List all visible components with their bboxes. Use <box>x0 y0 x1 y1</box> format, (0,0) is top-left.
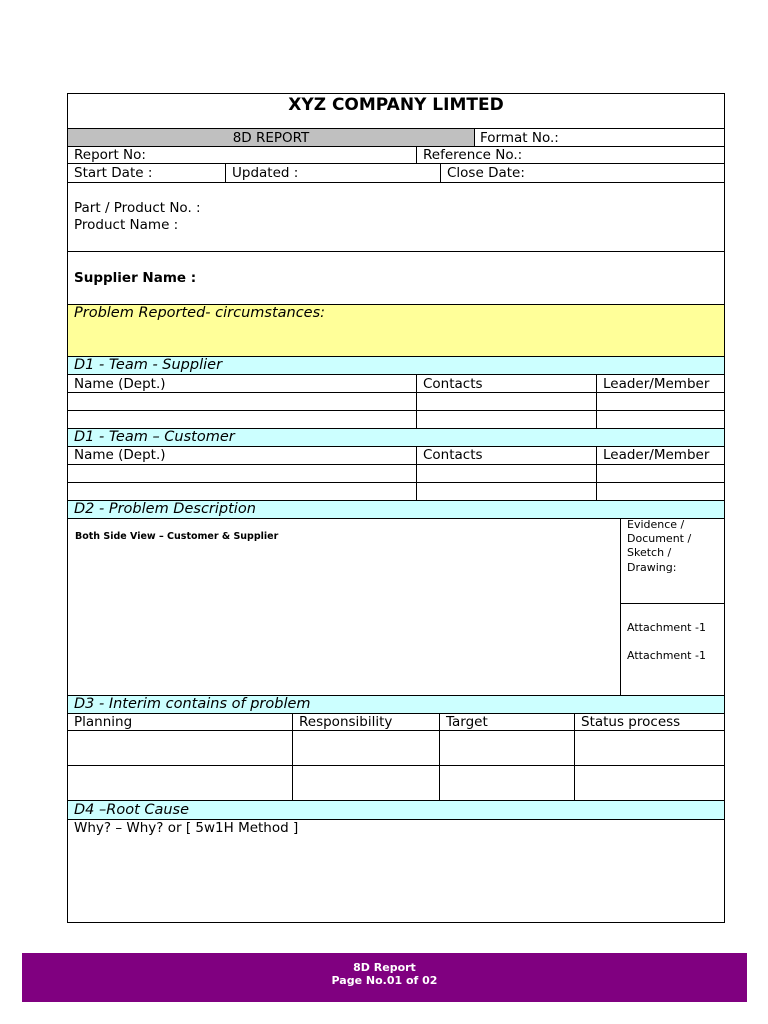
supplier-name-label: Supplier Name : <box>74 270 197 286</box>
rule <box>67 146 725 147</box>
d2-evidence-line-3: Sketch / <box>627 546 672 559</box>
close-date-label: Close Date: <box>447 165 525 181</box>
problem-reported-heading: Problem Reported- circumstances: <box>74 305 326 321</box>
d3-heading: D3 - Interim contains of problem <box>74 696 311 712</box>
d1-supplier-heading: D1 - Team - Supplier <box>74 357 223 373</box>
page-footer <box>22 953 747 1002</box>
d1-customer-col-contacts: Contacts <box>423 447 483 463</box>
rule <box>596 374 597 428</box>
format-no-label: Format No.: <box>480 130 559 146</box>
updated-label: Updated : <box>232 165 299 181</box>
d2-body-text: Both Side View – Customer & Supplier <box>75 531 279 542</box>
rule <box>67 410 725 411</box>
part-product-no-label: Part / Product No. : <box>74 200 201 216</box>
rule <box>596 446 597 500</box>
product-name-label: Product Name : <box>74 217 179 233</box>
d1-supplier-col-contacts: Contacts <box>423 376 483 392</box>
d1-customer-heading: D1 - Team – Customer <box>74 429 235 445</box>
rule <box>440 163 441 182</box>
rule <box>439 713 440 800</box>
start-date-label: Start Date : <box>74 165 153 181</box>
d4-heading: D4 –Root Cause <box>74 802 190 818</box>
report-no-label: Report No: <box>74 147 146 163</box>
rule <box>67 128 725 129</box>
rule <box>416 446 417 500</box>
d3-col-status: Status process <box>581 714 681 730</box>
d2-evidence-line-2: Document / <box>627 532 692 545</box>
d3-col-responsibility: Responsibility <box>299 714 393 730</box>
d3-col-target: Target <box>446 714 488 730</box>
d1-customer-col-role: Leader/Member <box>603 447 710 463</box>
rule <box>620 603 725 604</box>
d3-col-planning: Planning <box>74 714 133 730</box>
rule <box>67 163 725 164</box>
d2-attachment-1: Attachment -1 <box>627 621 706 634</box>
footer-report-title: 8D Report <box>353 961 416 974</box>
rule <box>67 482 725 483</box>
rule <box>474 128 475 146</box>
rule <box>416 146 417 163</box>
d2-attachment-2: Attachment -1 <box>627 649 706 662</box>
rule <box>67 392 725 393</box>
d2-evidence-line-4: Drawing: <box>627 561 677 574</box>
rule <box>67 464 725 465</box>
rule <box>67 251 725 252</box>
d2-evidence-line-1: Evidence / <box>627 518 685 531</box>
rule <box>67 730 725 731</box>
rule <box>620 518 621 695</box>
rule <box>225 163 226 182</box>
rule <box>67 800 725 801</box>
rule <box>416 374 417 428</box>
d1-supplier-col-name: Name (Dept.) <box>74 376 166 392</box>
reference-no-label: Reference No.: <box>423 147 523 163</box>
rule <box>292 713 293 800</box>
rule <box>67 765 725 766</box>
d4-body-text: Why? – Why? or [ 5w1H Method ] <box>74 820 299 836</box>
report-type-label: 8D REPORT <box>232 130 310 146</box>
company-title: XYZ COMPANY LIMTED <box>288 95 504 115</box>
rule <box>67 182 725 183</box>
d1-supplier-col-role: Leader/Member <box>603 376 710 392</box>
footer-page-number: Page No.01 of 02 <box>331 974 438 987</box>
d2-heading: D2 - Problem Description <box>74 501 256 517</box>
rule <box>574 713 575 800</box>
rule <box>67 374 725 375</box>
d1-customer-col-name: Name (Dept.) <box>74 447 166 463</box>
